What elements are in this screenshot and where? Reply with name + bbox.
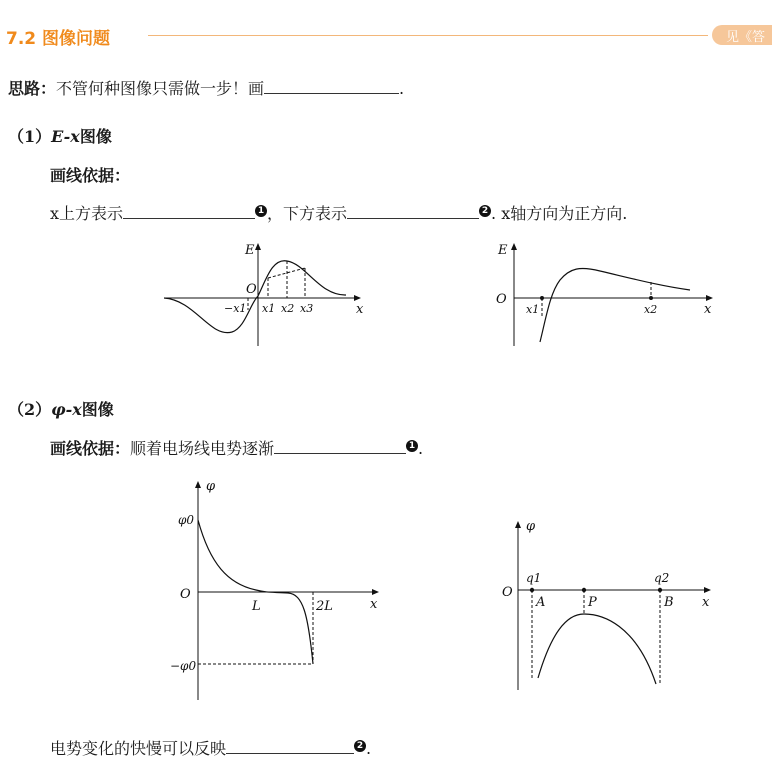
g4-origin: O [502, 585, 513, 600]
g4-xlabel: x [702, 595, 710, 610]
part1-blank-1[interactable] [123, 204, 255, 219]
part2-blank-2[interactable] [226, 739, 354, 754]
g2-xlabel: x [704, 302, 712, 317]
part1-var: E-x [51, 127, 80, 146]
g3-origin: O [180, 587, 191, 602]
part2-basis-line [50, 436, 423, 459]
part1-rule-line [50, 201, 627, 224]
idea-text: 不管何种图像只需做一步！画 [56, 79, 265, 98]
g3-L: L [252, 599, 261, 614]
idea-line [8, 76, 404, 99]
answer-tag [712, 25, 772, 45]
g3-phi0: φ0 [178, 513, 195, 527]
part2-num: （2） [8, 400, 52, 419]
g4-q1: q1 [526, 571, 542, 585]
part2-bottom-line [50, 736, 371, 759]
part1-basis: 画线依据： [50, 166, 131, 185]
g1-tick-x3: x3 [300, 302, 314, 315]
g3-neg-phi0: −φ0 [170, 659, 197, 673]
mark-2-icon: 2 [354, 740, 366, 752]
g4-P: P [588, 595, 597, 610]
idea-sep: ： [40, 79, 57, 98]
part1-line-a: x上方表示 [50, 204, 124, 223]
part2-bottom-text: 电势变化的快慢可以反映 [50, 739, 227, 758]
part2-end: . [418, 439, 424, 458]
g2-ylabel: E [498, 243, 508, 258]
g4-ylabel: φ [526, 519, 536, 534]
g1-tick-neg-x1: −x1 [224, 302, 247, 315]
graph-phi-x-2 [496, 514, 726, 694]
g1-xlabel: x [356, 302, 364, 317]
g2-tick-x1: x1 [526, 303, 540, 316]
part2-basis-text: 顺着电场线电势逐渐 [130, 439, 275, 458]
answer-tag-text: 见《答 [726, 30, 766, 45]
graph-e-x-2 [490, 238, 720, 348]
part2-basis-label: 画线依据： [50, 439, 131, 458]
mark-1-icon: 1 [406, 440, 418, 452]
graph-phi-x-1 [168, 474, 398, 704]
g1-tick-x1: x1 [262, 302, 276, 315]
section-title: 7.2 图像问题 [6, 29, 111, 49]
g4-q2: q2 [654, 571, 670, 585]
part1-blank-2[interactable] [347, 204, 479, 219]
idea-end: . [399, 79, 405, 98]
g3-xlabel: x [370, 597, 378, 612]
g3-ylabel: φ [206, 479, 216, 494]
part2-rest: 图像 [81, 400, 114, 419]
graph-e-x-1 [150, 238, 380, 348]
part2-bottom-end: . [366, 739, 372, 758]
g4-A: A [536, 595, 546, 610]
g1-ylabel: E [245, 243, 255, 258]
part1-line-b: ，下方表示 [267, 204, 348, 223]
idea-blank[interactable] [264, 79, 399, 94]
mark-1-icon: 1 [255, 205, 267, 217]
g1-tick-x2: x2 [281, 302, 295, 315]
part2-var: φ-x [51, 400, 82, 419]
mark-2-icon: 2 [479, 205, 491, 217]
part2-blank-1[interactable] [274, 439, 406, 454]
g1-origin: O [246, 282, 257, 297]
g2-origin: O [496, 292, 507, 307]
g3-2L: 2L [316, 599, 333, 614]
section-divider [148, 35, 708, 36]
e-curve [540, 268, 690, 342]
part1-line-c: . x轴方向为正方向. [491, 204, 628, 223]
part2-heading [8, 397, 114, 420]
g4-B: B [664, 595, 674, 610]
part1-rest: 图像 [79, 127, 112, 146]
part1-num: （1） [8, 127, 52, 146]
idea-label: 思路 [8, 79, 41, 98]
part1-heading [8, 124, 112, 147]
g2-tick-x2: x2 [644, 303, 658, 316]
phi-curve [538, 614, 656, 684]
